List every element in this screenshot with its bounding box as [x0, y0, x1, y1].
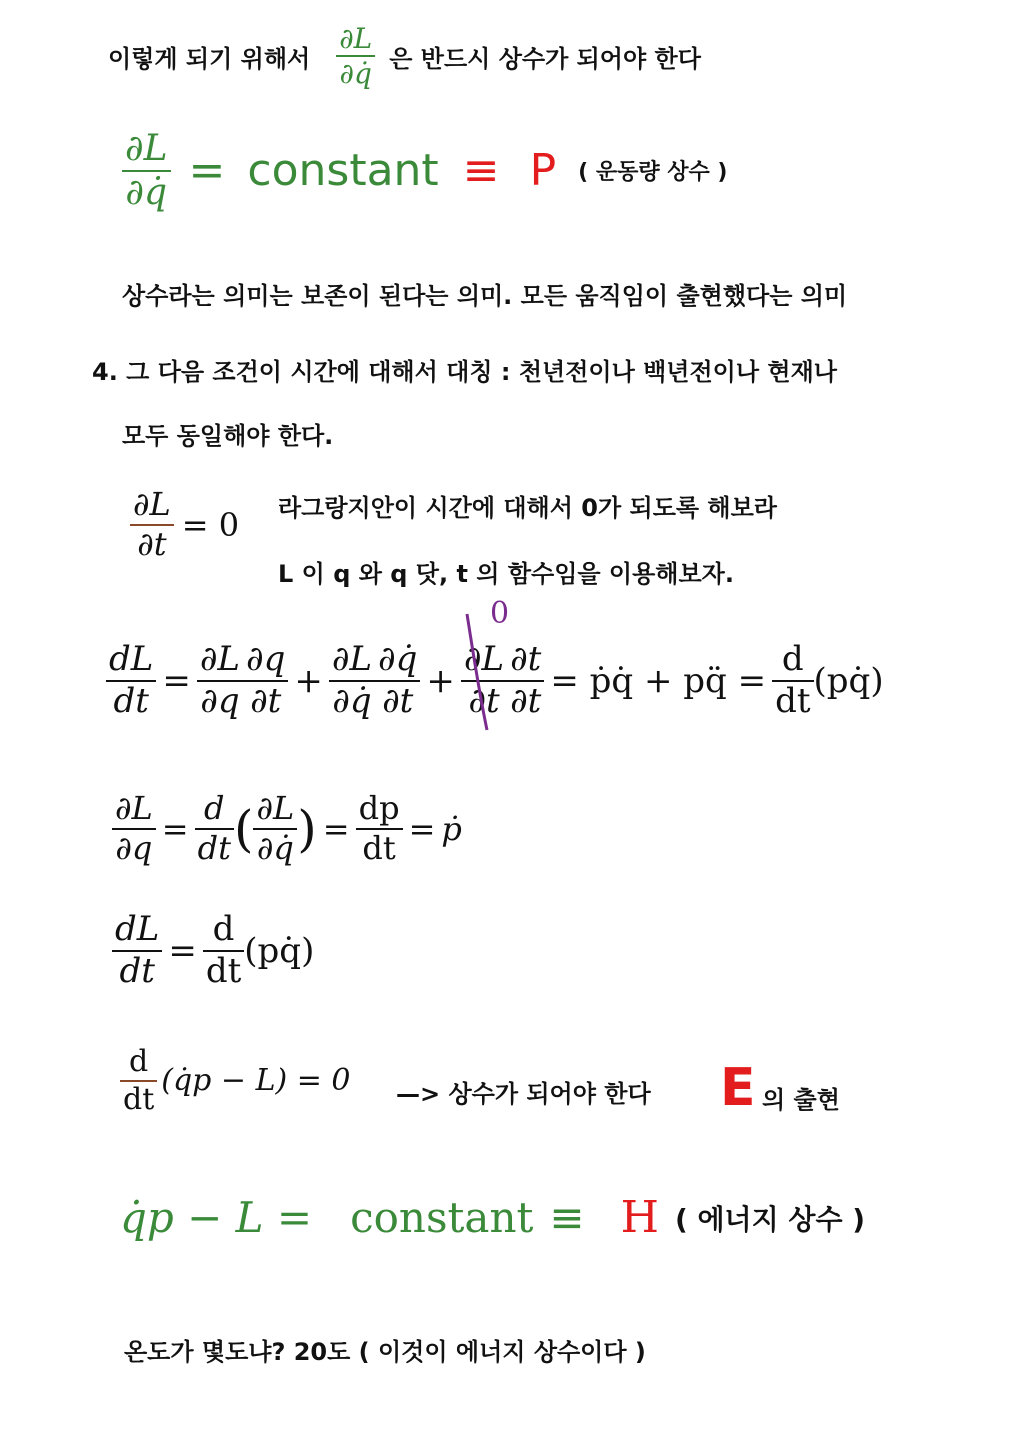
- momentum-equiv: ≡: [462, 145, 500, 197]
- euler-b: $\frac{d}{dt}$: [195, 792, 234, 865]
- total-lhs: $\frac{dL}{dt}$: [112, 912, 162, 989]
- energy-symbol-e: E: [720, 1058, 756, 1118]
- time-fraction: $\frac{\partial L}{\partial t}$: [130, 488, 174, 561]
- energy-e-text: 의 출현: [762, 1086, 840, 1114]
- item4-line2: 모두 동일해야 한다.: [122, 422, 334, 450]
- chain-t1a: $\frac{\partial L}{\partial q}$: [197, 642, 243, 719]
- chain-t3b: $\frac{\partial t}{\partial t}$: [507, 642, 544, 719]
- item4-line1: 4. 그 다음 조건이 시간에 대해서 대칭 : 천년전이나 백년전이나 현재나: [92, 358, 837, 386]
- strike-mark: [461, 612, 501, 732]
- euler-equation: $\frac{\partial L}{\partial q}$ = $\frac{d}{dt}$ ( $\frac{\partial L}{\partial q̇}$ ) = $\frac{dp}{dt}$ = ṗ: [112, 792, 462, 865]
- energy-symbol-h: H: [620, 1192, 659, 1243]
- energy-equiv: ≡: [549, 1193, 585, 1242]
- intro-fraction: $\frac{\partial L}{\partial q̇}$: [336, 24, 375, 89]
- total-d: $\frac{d}{dt}$: [203, 912, 244, 989]
- chain-t2a: $\frac{\partial L}{\partial q̇}$: [329, 642, 375, 719]
- total-derivative-equation: $\frac{dL}{dt}$ = $\frac{d}{dt}$ (pq̇): [112, 912, 314, 989]
- momentum-symbol-p: P: [529, 145, 557, 197]
- momentum-constant: constant: [247, 145, 439, 197]
- conservation-line: 상수라는 의미는 보존이 된다는 의미. 모든 움직임이 출현했다는 의미: [122, 282, 848, 310]
- temperature-line: 온도가 몇도냐? 20도 ( 이것이 에너지 상수이다 ): [124, 1338, 646, 1366]
- momentum-fraction: $\frac{\partial L}{\partial q̇}$: [122, 130, 171, 212]
- energy-condition-equation: [120, 1046, 351, 1115]
- energy-cond-d: $\frac{d}{dt}$: [120, 1046, 157, 1115]
- energy-lhs: q̇p − L =: [120, 1193, 313, 1242]
- momentum-eq-sign: =: [188, 145, 226, 197]
- euler-d: $\frac{dp}{dt}$: [356, 792, 403, 865]
- euler-c: $\frac{\partial L}{\partial q̇}$: [253, 792, 297, 865]
- time-symmetry-equation: [130, 485, 240, 563]
- chain-t3a: $\frac{\partial L}{\partial t}$: [461, 642, 507, 719]
- chain-t2b: $\frac{\partial q̇}{\partial t}$: [375, 642, 420, 719]
- chain-tail: (pq̇): [813, 660, 884, 701]
- euler-end: ṗ: [441, 809, 462, 848]
- total-tail: (pq̇): [244, 930, 315, 971]
- energy-cond-expr: (q̇p − L) = 0: [161, 1063, 351, 1098]
- euler-a: $\frac{\partial L}{\partial q}$: [112, 792, 156, 865]
- time-desc-2: L 이 q 와 q 닷, t 의 함수임을 이용해보자.: [278, 560, 734, 588]
- energy-cond-arrow: —> 상수가 되어야 한다: [396, 1080, 651, 1108]
- chain-mid: = ṗq̇ + pq̈ =: [550, 660, 767, 701]
- energy-equation: [120, 1192, 865, 1243]
- time-desc-1: 라그랑지안이 시간에 대해서 0가 되도록 해보라: [278, 494, 777, 522]
- momentum-equation: [122, 130, 727, 212]
- intro-line: [108, 24, 701, 89]
- intro-text-after: 은 반드시 상수가 되어야 한다: [389, 44, 701, 73]
- chain-rule-equation: $\frac{dL}{dt}$ = $\frac{\partial L}{\partial q}$ $\frac{\partial q}{\partial t}$ + $\frac{\partial L}{\partial q̇}$ $\frac{\partial q̇}{\partial t}$ + $\frac{\partial L}{\partial t}$ $\frac{\partial t}{\partial t}$ = ṗq̇ + pq̈ = $\frac{d}{dt}$ (pq̇): [106, 642, 884, 719]
- time-rhs: = 0: [181, 505, 240, 544]
- energy-constant: constant: [350, 1193, 534, 1242]
- intro-text-before: 이렇게 되기 위해서: [108, 44, 311, 73]
- handwritten-zero: 0: [490, 596, 510, 631]
- chain-d: $\frac{d}{dt}$: [772, 642, 813, 719]
- momentum-note: ( 운동량 상수 ): [578, 160, 728, 186]
- chain-t1b: $\frac{\partial q}{\partial t}$: [243, 642, 288, 719]
- energy-note: ( 에너지 상수 ): [674, 1202, 866, 1236]
- chain-lhs: $\frac{dL}{dt}$: [106, 642, 156, 719]
